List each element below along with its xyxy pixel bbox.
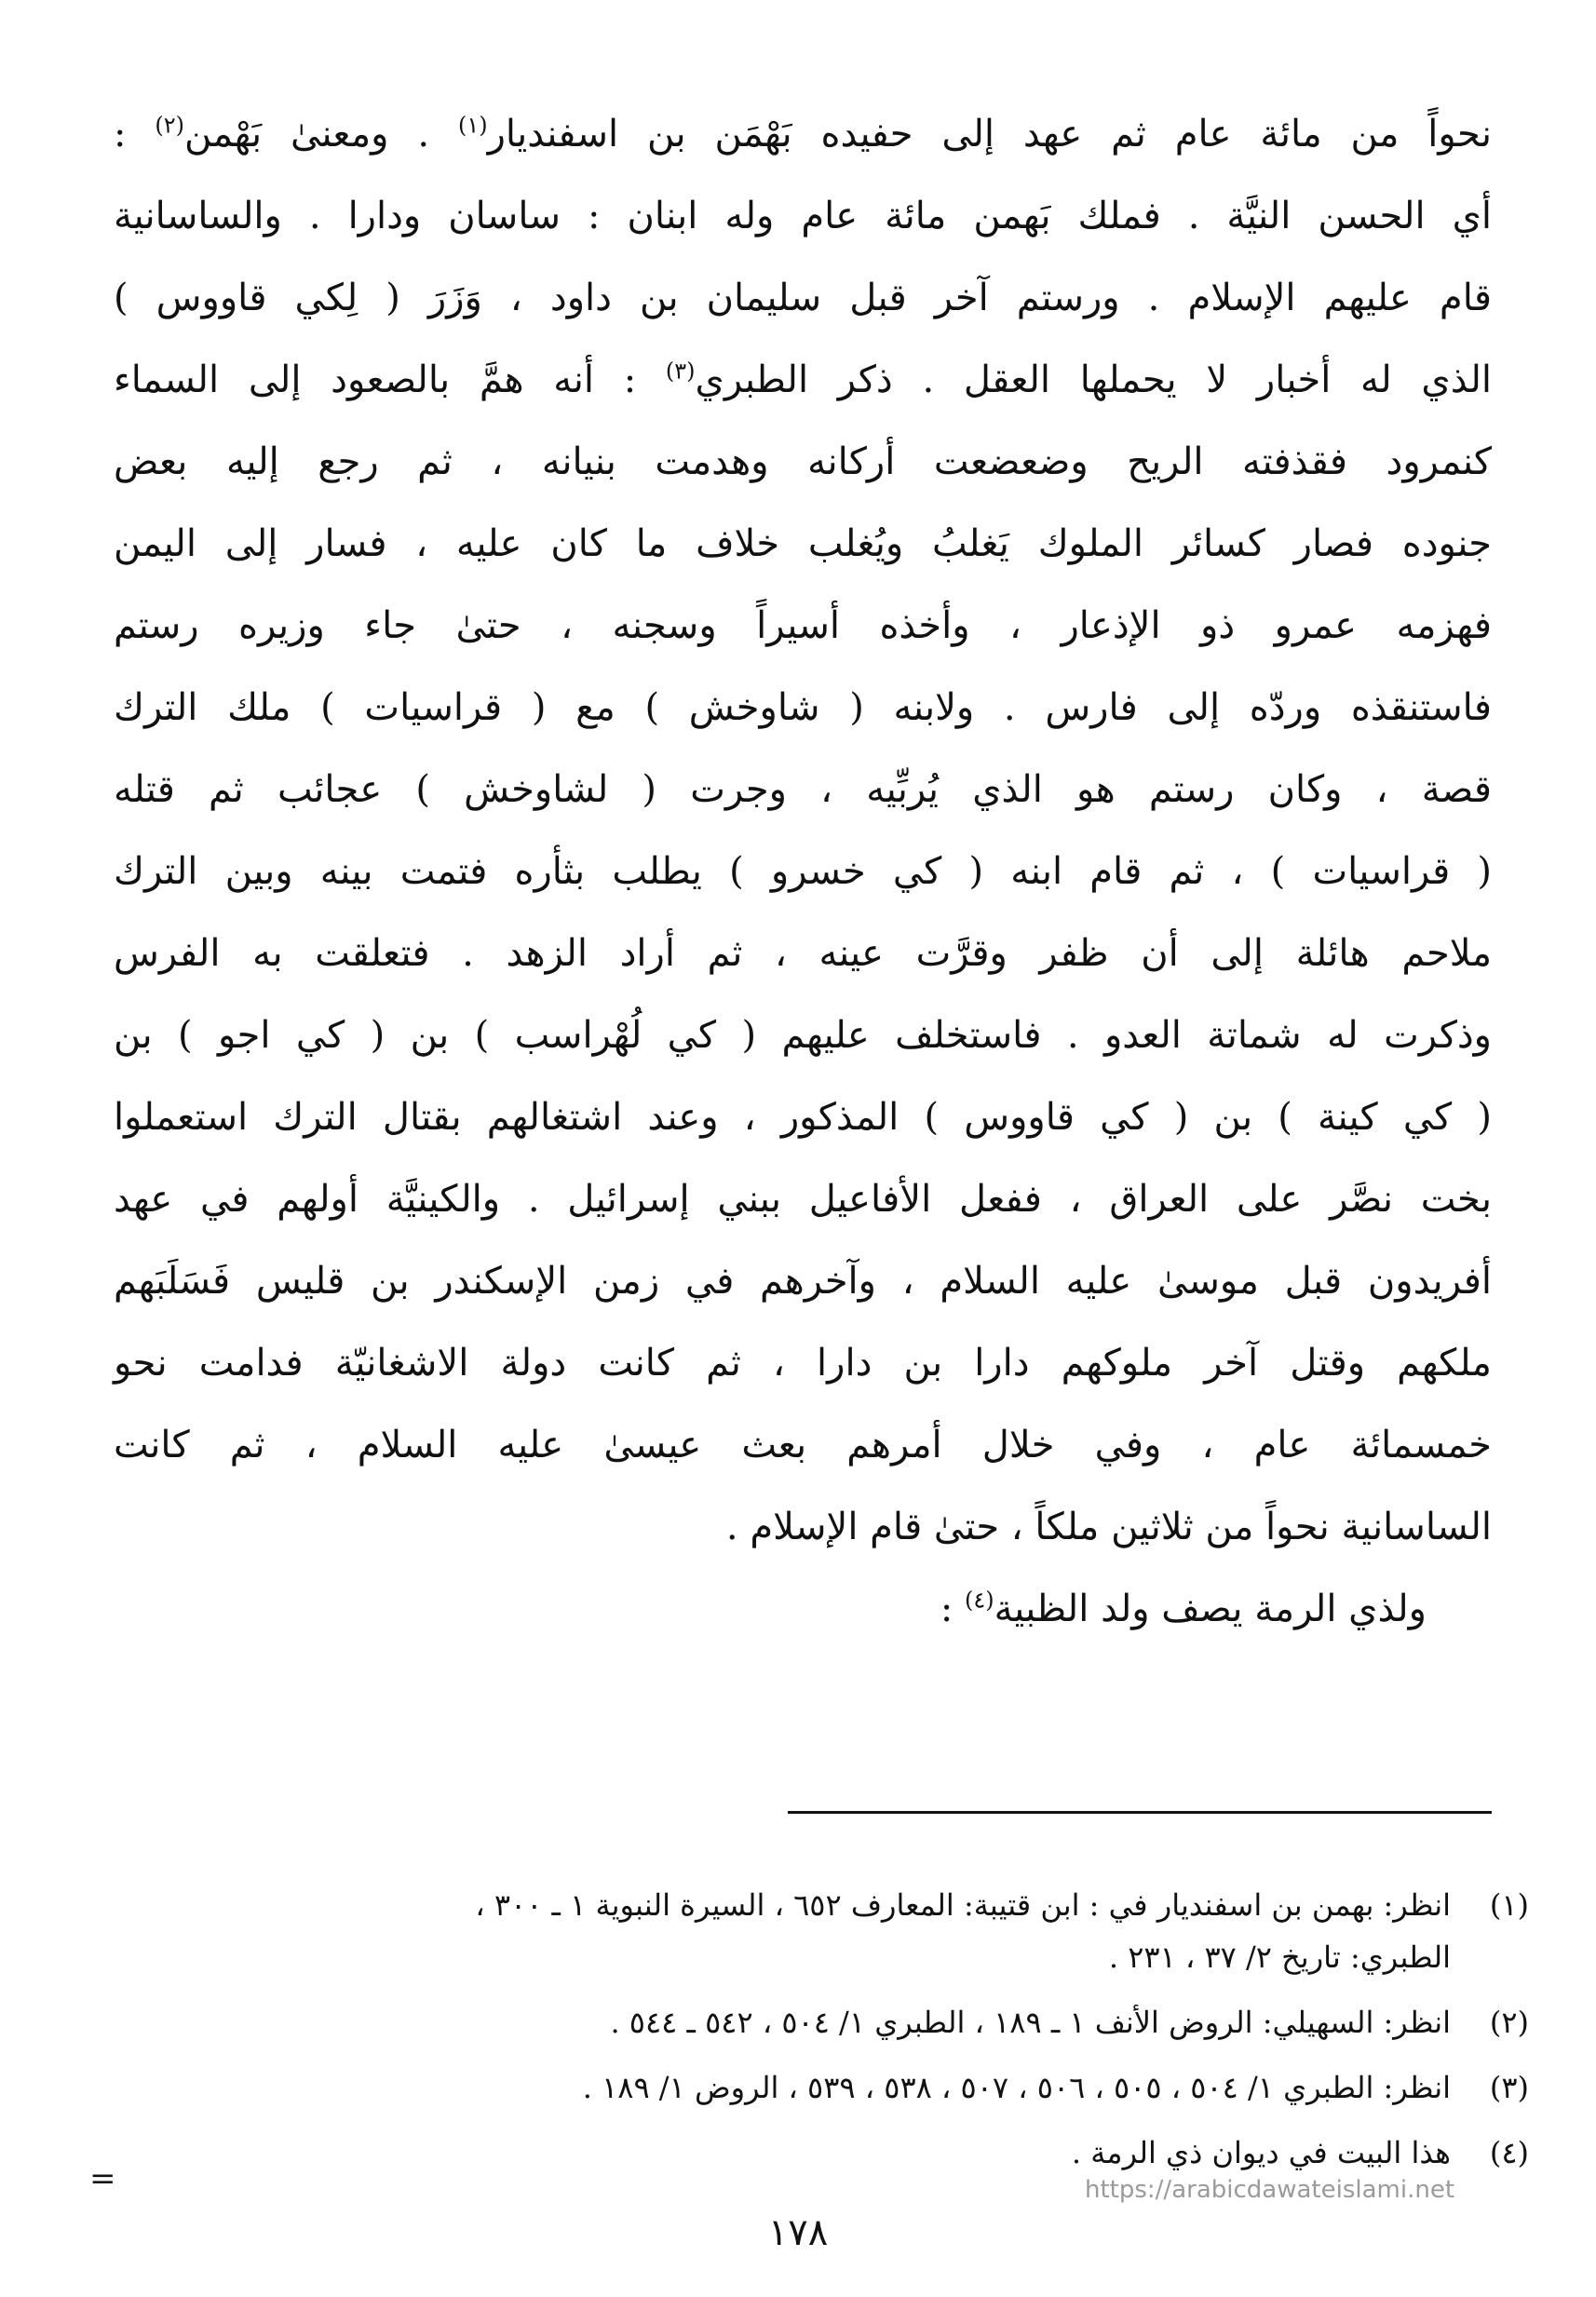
footnote-ref: (٤) xyxy=(965,1587,994,1614)
text-line: الساسانية نحواً من ثلاثين ملكاً ، حتىٰ قام الإسلام . xyxy=(725,1506,1492,1548)
footnote-separator xyxy=(788,1811,1492,1814)
footnote-line: الطبري: تاريخ ٢/ ٣٧ ، ٢٣١ . xyxy=(1108,1939,1451,1975)
continuation-mark: = xyxy=(89,2160,116,2197)
text-line: فهزمه عمرو ذو الإذعار ، وأخذه أسيراً وسجنه ، حتىٰ جاء وزيره رستم xyxy=(114,604,1492,647)
main-text xyxy=(114,93,1492,1650)
text-line: بخت نصَّر على العراق ، ففعل الأفاعيل ببني إسرائيل . والكينيَّة أولهم في عهد xyxy=(114,1178,1492,1221)
footnote xyxy=(114,2127,1529,2179)
text-line: قام عليهم الإسلام . ورستم آخر قبل سليمان بن داود ، وَزَرَ ( لِكي قاووس ) xyxy=(114,277,1492,319)
footnote xyxy=(114,1996,1529,2048)
text-line: كنمرود فقذفته الريح وضعضعت أركانه وهدمت بنيانه ، ثم رجع إليه بعض xyxy=(114,440,1492,483)
footnote-line: انظر: السهيلي: الروض الأنف ١ ـ ١٨٩ ، الطبري ١/ ٥٠٤ ، ٥٤٢ ـ ٥٤٤ . xyxy=(610,2005,1451,2040)
text-line xyxy=(114,339,1492,421)
text-segment: نحواً من مائة عام ثم عهد إلى حفيده بَهْمَن بن اسفنديار xyxy=(487,113,1492,155)
footnote-text xyxy=(114,1879,1451,1983)
verse-intro-line xyxy=(114,1568,1492,1650)
text-segment: : أنه همَّ بالصعود إلى السماء xyxy=(114,358,666,401)
text-line: أفريدون قبل موسىٰ عليه السلام ، وآخرهم في زمن الإسكندر بن قليس فَسَلَبَهم xyxy=(114,1260,1492,1303)
text-line: ملاحم هائلة إلى أن ظفر وقرَّت عينه ، ثم أراد الزهد . فتعلقت به الفرس xyxy=(114,932,1492,975)
footnotes xyxy=(114,1879,1529,2192)
text-line: وذكرت له شماتة العدو . فاستخلف عليهم ( كي لُهْراسب ) بن ( كي اجو ) بن xyxy=(114,1014,1492,1057)
text-line: ( قراسيات ) ، ثم قام ابنه ( كي خسرو ) يطلب بثأره فتمت بينه وبين الترك xyxy=(114,850,1492,893)
footnote xyxy=(114,1879,1529,1983)
page-number: ١٧٨ xyxy=(767,2211,829,2254)
text-line: فاستنقذه وردّه إلى فارس . ولابنه ( شاوخش ) مع ( قراسيات ) ملك الترك xyxy=(114,686,1492,729)
text-line: جنوده فصار كسائر الملوك يَغلبُ ويُغلب خلاف ما كان عليه ، فسار إلى اليمن xyxy=(114,522,1492,565)
footnote-number: (٤) xyxy=(1489,2135,1529,2170)
footnote-line: هذا البيت في ديوان ذي الرمة . xyxy=(1071,2135,1451,2170)
footnote-line: انظر: الطبري ١/ ٥٠٤ ، ٥٠٥ ، ٥٠٦ ، ٥٠٧ ، ٥٣٨ ، ٥٣٩ ، الروض ١/ ١٨٩ . xyxy=(582,2070,1451,2105)
text-segment: ولذي الرمة يصف ولد الظبية xyxy=(994,1588,1427,1630)
footnote-line: انظر: بهمن بن اسفنديار في : ابن قتيبة: المعارف ٦٥٢ ، السيرة النبوية ١ ـ ٣٠٠ ، xyxy=(475,1887,1451,1923)
text-line: ( كي كينة ) بن ( كي قاووس ) المذكور ، وعند اشتغالهم بقتال الترك استعملوا xyxy=(114,1096,1492,1139)
watermark-url: https://arabicdawateislami.net xyxy=(1085,2176,1455,2204)
footnote-ref: (٣) xyxy=(665,358,696,385)
text-segment: : xyxy=(940,1588,966,1630)
text-line: نحواً من مائة عام ثم عهد إلى حفيده بَهْمَن بن اسفنديار$^{(١)}$ . ومعنىٰ بَهْمن$^{(٢)}$ : xyxy=(114,112,1492,155)
footnote-text xyxy=(114,1996,1451,2048)
text-line: خمسمائة عام ، وفي خلال أمرهم بعث عيسىٰ عليه السلام ، ثم كانت xyxy=(114,1424,1492,1466)
footnote-number: (٣) xyxy=(1489,2070,1529,2105)
text-segment: الذي له أخبار لا يحملها العقل . ذكر الطبري xyxy=(695,358,1492,401)
footnote-ref: (١) xyxy=(457,112,488,139)
footnote xyxy=(114,2061,1529,2114)
text-line: قصة ، وكان رستم هو الذي يُربِّيه ، وجرت ( لشاوخش ) عجائب ثم قتله xyxy=(114,768,1492,811)
text-line: ملكهم وقتل آخر ملوكهم دارا بن دارا ، ثم كانت دولة الاشغانيّة فدامت نحو xyxy=(114,1342,1492,1385)
text-segment: . ومعنىٰ بَهْمن xyxy=(184,113,458,155)
footnote-number: (٢) xyxy=(1489,2005,1529,2040)
footnote-number: (١) xyxy=(1489,1887,1529,1923)
footnote-ref: (٢) xyxy=(155,112,184,139)
footnote-text xyxy=(114,2061,1451,2114)
text-line: أي الحسن النيَّة . فملك بَهمن مائة عام وله ابنان : ساسان ودارا . والساسانية xyxy=(114,195,1492,237)
footnote-text xyxy=(114,2127,1451,2179)
